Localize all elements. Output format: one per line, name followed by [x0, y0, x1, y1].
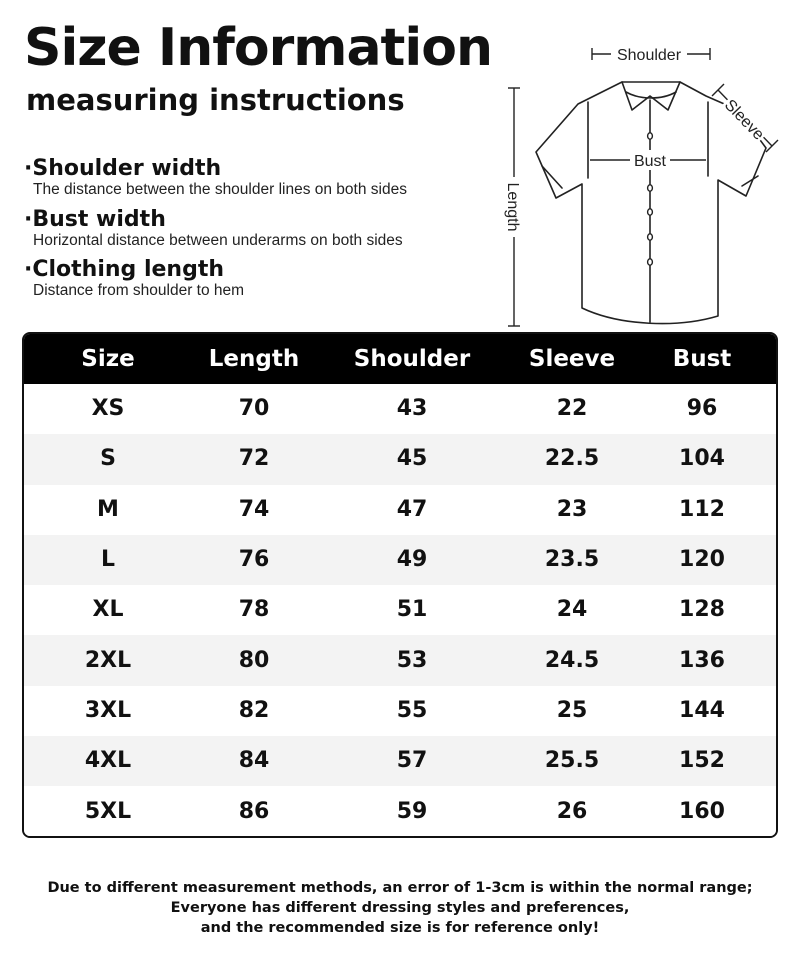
cell-shoulder: 53: [396, 647, 428, 673]
instruction-shoulder-width: [24, 158, 407, 198]
cell-size: L: [100, 547, 116, 573]
disclaimer-line: Everyone has different dressing styles and preferences,: [170, 900, 630, 916]
cell-length: 82: [238, 697, 270, 723]
sleeve-cuff-left: [542, 166, 562, 188]
header-bust: Bust: [672, 345, 732, 372]
table-row: [24, 585, 776, 635]
table-row: [24, 384, 776, 434]
header-length: Length: [208, 345, 300, 372]
cell-sleeve: 22.5: [544, 446, 600, 472]
cell-size: 4XL: [84, 748, 132, 774]
table-row: [24, 485, 776, 535]
cell-length: 74: [238, 496, 270, 522]
shirt-collar: [622, 82, 680, 110]
page-subtitle: measuring instructions: [26, 83, 405, 117]
disclaimer-note: [0, 878, 800, 938]
cell-shoulder: 57: [396, 748, 428, 774]
cell-shoulder: 59: [396, 798, 428, 824]
table-row: [24, 786, 776, 836]
cell-length: 70: [238, 396, 270, 422]
cell-sleeve: 22: [556, 396, 588, 422]
cell-bust: 152: [679, 748, 725, 774]
cell-length: 78: [238, 597, 270, 623]
cell-shoulder: 51: [396, 597, 428, 623]
instruction-bust-width: [24, 209, 403, 249]
cell-length: 72: [238, 446, 270, 472]
cell-sleeve: 23: [556, 496, 588, 522]
table-header-row: [24, 334, 776, 384]
cell-length: 76: [238, 547, 270, 573]
button: [648, 209, 653, 215]
cell-sleeve: 24.5: [544, 647, 600, 673]
size-chart-table: [22, 332, 778, 838]
cell-bust: 112: [679, 496, 725, 522]
table-row: [24, 736, 776, 786]
disclaimer-line: Due to different measurement methods, an error of 1-3cm is within the normal range;: [47, 880, 753, 896]
cell-length: 86: [238, 798, 270, 824]
instruction-heading: ·Clothing length: [24, 257, 224, 282]
cell-bust: 120: [679, 547, 725, 573]
instruction-description: Distance from shoulder to hem: [33, 282, 245, 299]
cell-sleeve: 25.5: [544, 748, 600, 774]
cell-size: S: [100, 446, 116, 472]
button: [648, 185, 653, 191]
cell-size: 3XL: [84, 697, 132, 723]
cell-sleeve: 25: [556, 697, 588, 723]
button: [648, 259, 653, 265]
shirt-measurement-diagram: [496, 38, 792, 334]
button: [648, 133, 653, 139]
table-row: [24, 535, 776, 585]
cell-bust: 136: [679, 647, 725, 673]
table-row: [24, 434, 776, 484]
cell-shoulder: 47: [396, 496, 428, 522]
header-sleeve: Sleeve: [528, 345, 616, 372]
page-title: Size Information: [24, 18, 492, 78]
instruction-heading: ·Bust width: [24, 207, 166, 232]
cell-bust: 128: [679, 597, 725, 623]
cell-sleeve: 24: [556, 597, 588, 623]
instruction-heading: ·Shoulder width: [24, 156, 222, 181]
cell-length: 80: [238, 647, 270, 673]
cell-length: 84: [238, 748, 270, 774]
cell-size: XS: [91, 396, 125, 422]
cell-sleeve: 26: [556, 798, 588, 824]
cell-bust: 96: [686, 396, 718, 422]
length-label: Length: [504, 182, 521, 232]
button: [648, 234, 653, 240]
shirt-diagram-svg: [496, 38, 792, 334]
cell-shoulder: 49: [396, 547, 428, 573]
header-size: Size: [81, 345, 135, 372]
cell-size: 5XL: [84, 798, 132, 824]
cell-shoulder: 43: [396, 396, 428, 422]
instruction-description: The distance between the shoulder lines on both sides: [33, 181, 407, 198]
cell-sleeve: 23.5: [544, 547, 600, 573]
cell-bust: 160: [679, 798, 725, 824]
shoulder-label: Shoulder: [616, 47, 682, 64]
instruction-clothing-length: [24, 259, 244, 299]
sleeve-label: Sleeve: [720, 96, 768, 144]
cell-size: XL: [92, 597, 124, 623]
table-row: [24, 635, 776, 685]
cell-shoulder: 45: [396, 446, 428, 472]
cell-size: M: [97, 496, 119, 522]
cell-bust: 144: [679, 697, 725, 723]
instruction-description: Horizontal distance between underarms on both sides: [33, 232, 403, 249]
bust-label: Bust: [633, 153, 667, 170]
cell-bust: 104: [679, 446, 725, 472]
cell-size: 2XL: [84, 647, 132, 673]
table-row: [24, 686, 776, 736]
header-shoulder: Shoulder: [353, 345, 471, 372]
disclaimer-line: and the recommended size is for reference only!: [200, 920, 600, 936]
cell-shoulder: 55: [396, 697, 428, 723]
